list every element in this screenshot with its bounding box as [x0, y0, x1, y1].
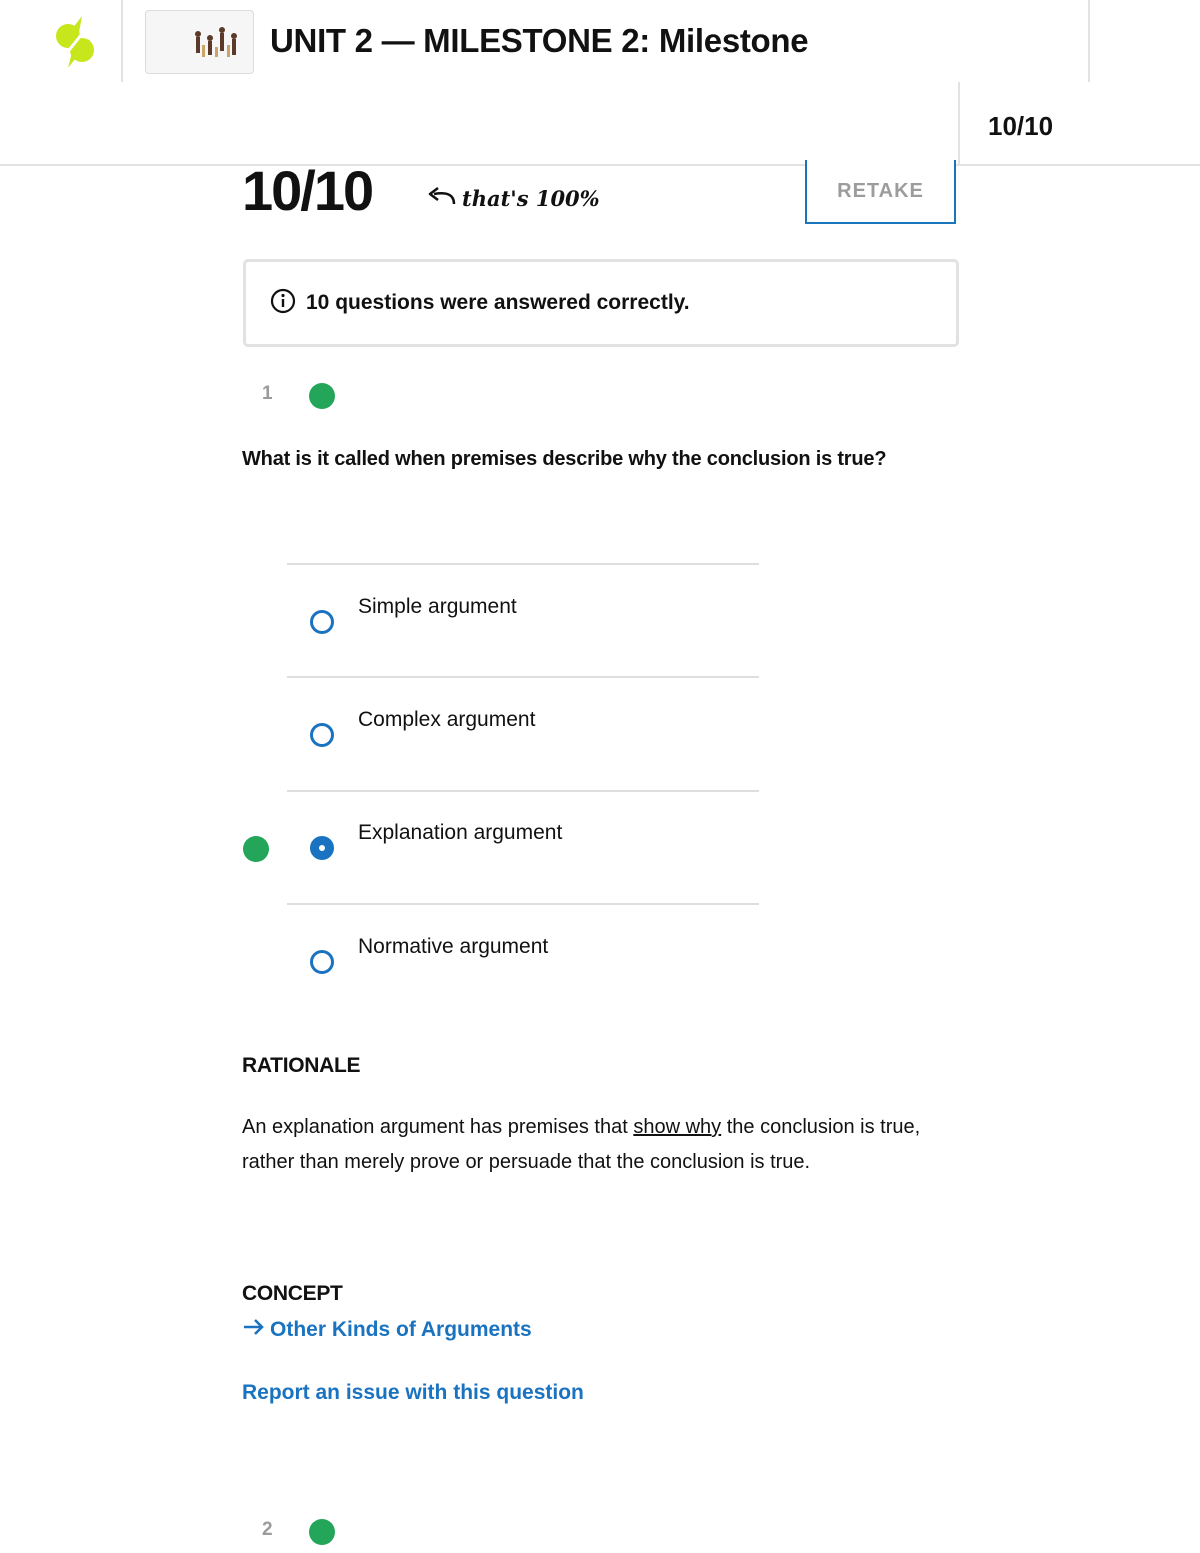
option-label[interactable]: Simple argument: [358, 595, 517, 618]
info-text: 10 questions were answered correctly.: [306, 291, 690, 314]
option-label[interactable]: Complex argument: [358, 708, 536, 731]
option-radio-complex[interactable]: [310, 723, 334, 747]
option-label[interactable]: Explanation argument: [358, 821, 563, 844]
concept-link-label[interactable]: Other Kinds of Arguments: [270, 1318, 532, 1341]
percent-note: [424, 184, 600, 213]
option-divider: [287, 790, 759, 792]
score-display: 10/10: [242, 159, 373, 222]
option-radio-simple[interactable]: [310, 610, 334, 634]
rationale-emphasis: show why: [633, 1116, 722, 1138]
option-radio-normative[interactable]: [310, 950, 334, 974]
option-divider: [287, 676, 759, 678]
percent-text: that's 100%: [462, 186, 600, 211]
sophia-logo-icon[interactable]: [52, 14, 100, 70]
correct-indicator-icon: [309, 1519, 335, 1545]
concept-link[interactable]: [242, 1317, 532, 1343]
question-number: 1: [262, 383, 273, 404]
header-divider: [121, 0, 123, 82]
question-text: What is it called when premises describe why the conclusion is true?: [242, 448, 887, 470]
info-icon: [270, 288, 296, 319]
course-thumbnail: [145, 10, 254, 74]
curved-arrow-icon: [424, 184, 456, 213]
score-panel-divider: [958, 82, 960, 166]
question-number: 2: [262, 1519, 273, 1540]
header-score: 10/10: [988, 111, 1054, 141]
option-divider: [287, 563, 759, 565]
header-divider: [1088, 0, 1090, 82]
concept-heading: CONCEPT: [242, 1282, 343, 1305]
retake-button[interactable]: RETAKE: [805, 160, 956, 224]
correct-answer-indicator-icon: [243, 836, 269, 862]
arrow-right-icon: [242, 1317, 266, 1343]
option-label[interactable]: Normative argument: [358, 935, 549, 958]
page-title: UNIT 2 — MILESTONE 2: Milestone: [270, 22, 809, 59]
rationale-heading: RATIONALE: [242, 1054, 361, 1077]
option-divider: [287, 903, 759, 905]
correct-indicator-icon: [309, 383, 335, 409]
result-info-box: [243, 259, 959, 347]
rationale-text: An explanation argument has premises that show why the conclusion is true, rather than merely prove or persuade that the conclusion is true.: [242, 1116, 921, 1173]
header-bottom-border: [0, 164, 1200, 166]
report-issue-link[interactable]: Report an issue with this question: [242, 1381, 584, 1404]
option-radio-explanation[interactable]: [310, 836, 334, 860]
